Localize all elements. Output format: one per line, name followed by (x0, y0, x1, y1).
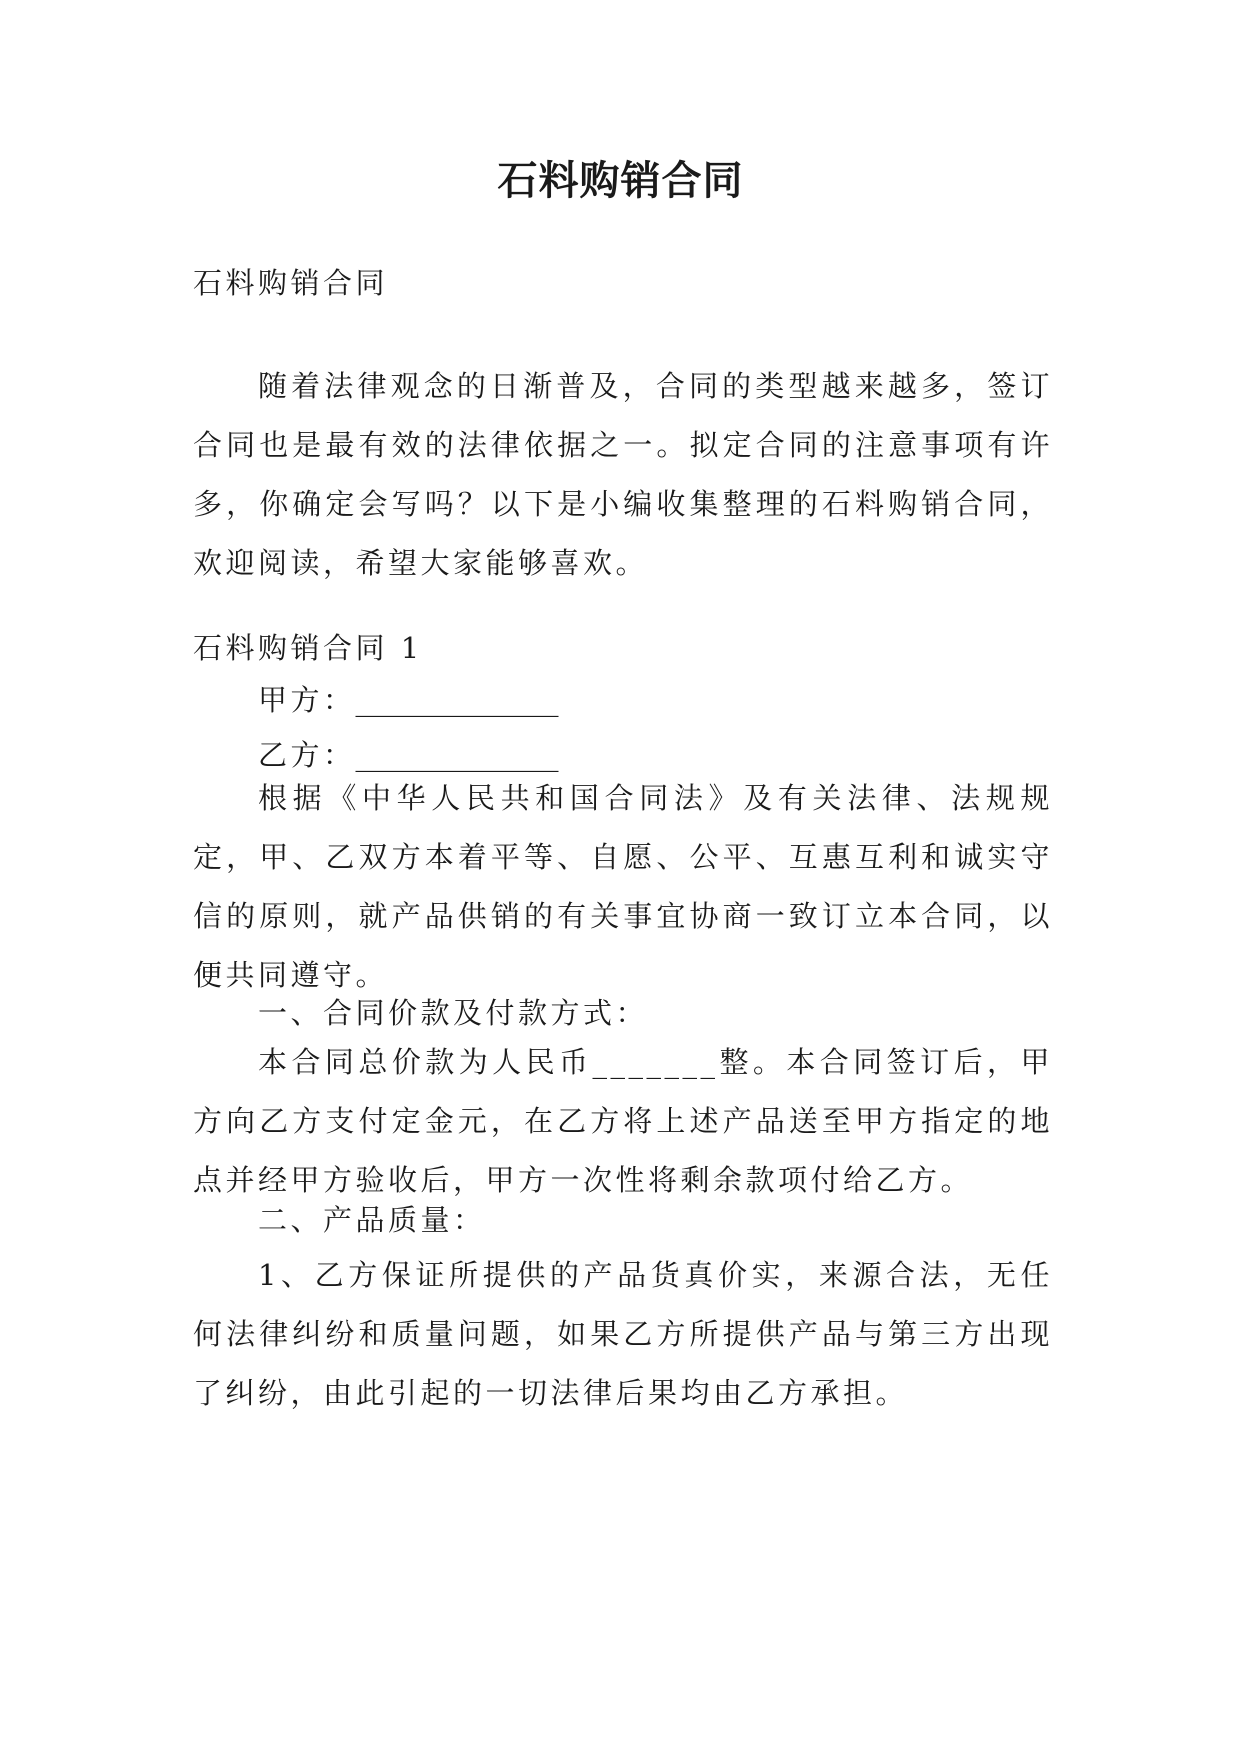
party-b-label: 乙方： (258, 738, 356, 772)
party-b-blank: ______________ (355, 738, 559, 772)
clause2-item1-paragraph: 1、乙方保证所提供的产品货真价实，来源合法，无任何法律纠纷和质量问题，如果乙方所提供产品与第三方出现了纠纷，由此引起的一切法律后果均由乙方承担。 (193, 1258, 1053, 1410)
intro-paragraph: 随着法律观念的日渐普及，合同的类型越来越多，签订合同也是最有效的法律依据之一。拟定合同的注意事项有许多，你确定会写吗？以下是小编收集整理的石料购销合同，欢迎阅读，希望大家能够喜欢。 (193, 369, 1053, 580)
document-subtitle: 石料购销合同 (193, 266, 389, 300)
clause1-heading: 一、合同价款及付款方式： (258, 996, 649, 1030)
preamble-paragraph: 根据《中华人民共和国合同法》及有关法律、法规规定，甲、乙双方本着平等、自愿、公平、互惠互利和诚实守信的原则，就产品供销的有关事宜协商一致订立本合同，以便共同遵守。 (193, 781, 1053, 992)
section-heading: 石料购销合同 1 (193, 631, 423, 665)
clause2-heading: 二、产品质量： (258, 1203, 486, 1237)
document-title: 石料购销合同 (497, 157, 744, 204)
party-a-label: 甲方： (258, 683, 356, 717)
party-a-blank: ______________ (355, 683, 559, 717)
party-a-line (258, 680, 559, 720)
clause1-paragraph: 本合同总价款为人民币_______整。本合同签订后，甲方向乙方支付定金元，在乙方将上述产品送至甲方指定的地点并经甲方验收后，甲方一次性将剩余款项付给乙方。 (193, 1045, 1053, 1197)
